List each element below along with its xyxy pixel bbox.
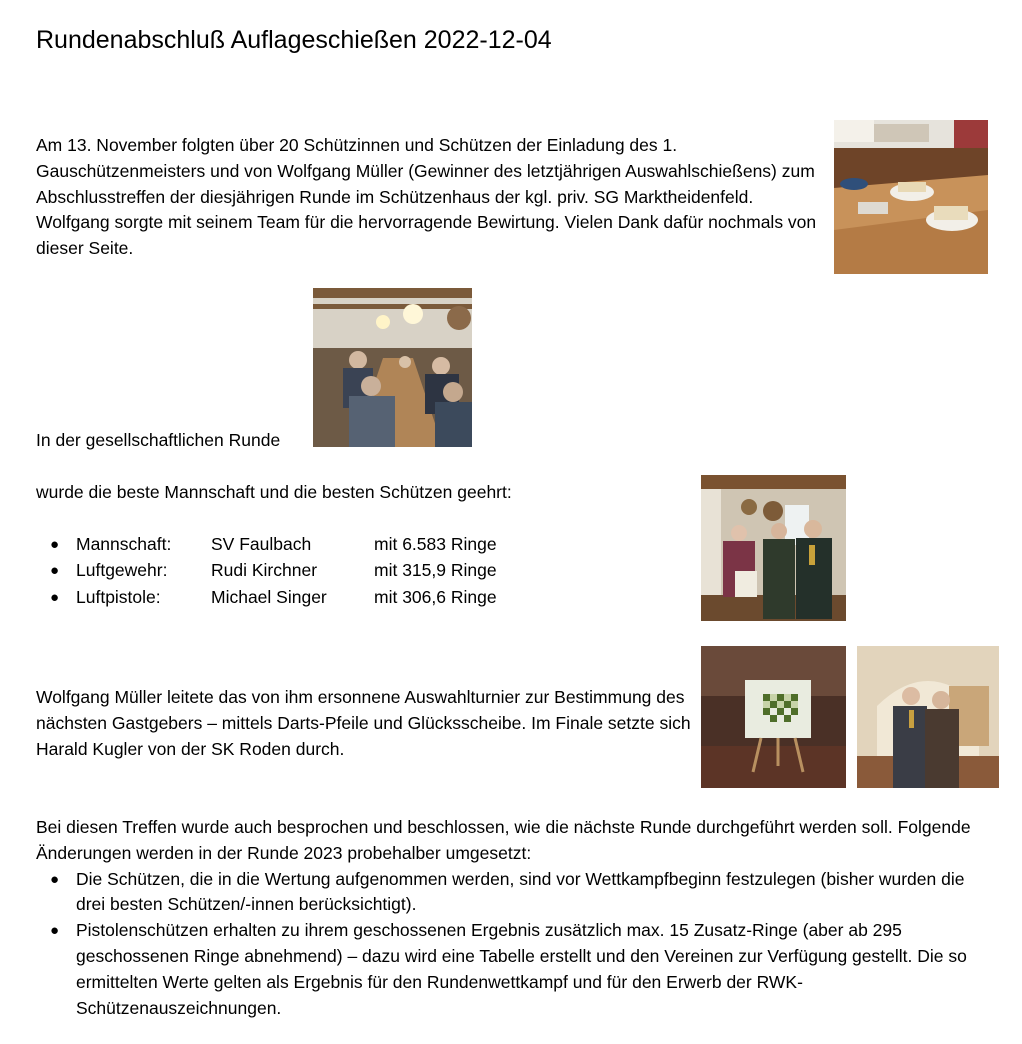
bullet: ●: [50, 535, 60, 553]
winner-category: Luftgewehr:: [76, 560, 168, 581]
bullet: ●: [50, 588, 60, 606]
winner-result: mit 315,9 Ringe: [374, 560, 497, 581]
change-text: Pistolenschützen erhalten zu ihrem geschossenen Ergebnis zusätzlich max. 15 Zusatz-Ringe (aber ab 295 geschossenen Ringe abnehmend) – dazu wird eine Tabelle erstellt und den Vereinen zur Verfügung gestellt. Die so ermittelten Werte gelten als Ergebnis für den Rundenwettkampf und für den Erwerb der RWK-Schützenauszeichnungen.: [76, 920, 967, 1018]
winner-category: Luftpistole:: [76, 586, 161, 607]
winner-result: mit 6.583 Ringe: [374, 533, 497, 554]
bullet: ●: [50, 870, 60, 888]
changes-intro: Bei diesen Treffen wurde auch besprochen und beschlossen, wie die nächste Runde durchgeführt werden soll. Folgende Änderungen werden in der Runde 2023 probehalber umgesetzt:: [36, 817, 971, 863]
changes-section: [36, 815, 996, 1021]
award-ceremony-photo: [701, 475, 846, 621]
winners-list: [36, 531, 497, 611]
winner-result: mit 306,6 Ringe: [374, 586, 497, 607]
winner-row-team: [36, 531, 497, 558]
list-item: [36, 918, 996, 1021]
winner-row-air-rifle: [36, 558, 497, 585]
social-round-photo: [313, 288, 472, 447]
tournament-paragraph: Wolfgang Müller leitete das von ihm ersonnene Auswahlturnier zur Bestimmung des nächsten Gastgebers – mittels Darts-Pfeile und Glücksscheibe. Im Finale setzte sich Harald Kugler von der SK Roden durch.: [36, 687, 691, 759]
winner-name: Rudi Kirchner: [211, 560, 318, 581]
winner-category: Mannschaft:: [76, 533, 172, 554]
intro-paragraph: Am 13. November folgten über 20 Schützinnen und Schützen der Einladung des 1. Gauschützenmeisters und von Wolfgang Müller (Gewinner des letztjährigen Auswahlschießens) zum Abschlusstreffen der diesjährigen Runde im Schützenhaus der kgl. priv. SG Marktheidenfeld. Wolfgang sorgte mit seinem Team für die hervorragende Bewirtung. Vielen Dank dafür nochmals von dieser Seite.: [36, 135, 817, 259]
winner-name: Michael Singer: [211, 586, 327, 607]
changes-list: [36, 867, 996, 1022]
honored-intro-text: wurde die beste Mannschaft und die besten Schützen geehrt:: [36, 482, 512, 502]
social-round-text: In der gesellschaftlichen Runde: [36, 430, 281, 450]
list-item: [36, 867, 996, 919]
winner-row-air-pistol: [36, 584, 497, 611]
buffet-photo: [834, 120, 988, 274]
winner-handshake-photo: [857, 646, 999, 788]
bullet: ●: [50, 562, 60, 580]
winner-name: SV Faulbach: [211, 533, 312, 554]
change-text: Die Schützen, die in die Wertung aufgenommen werden, sind vor Wettkampfbeginn festzulegen (bisher wurden die drei besten Schützen/-innen berücksichtigt).: [76, 868, 965, 915]
dart-board-photo: [701, 646, 846, 788]
page-title: Rundenabschluß Auflageschießen 2022-12-04: [36, 26, 552, 54]
bullet: ●: [50, 922, 60, 940]
